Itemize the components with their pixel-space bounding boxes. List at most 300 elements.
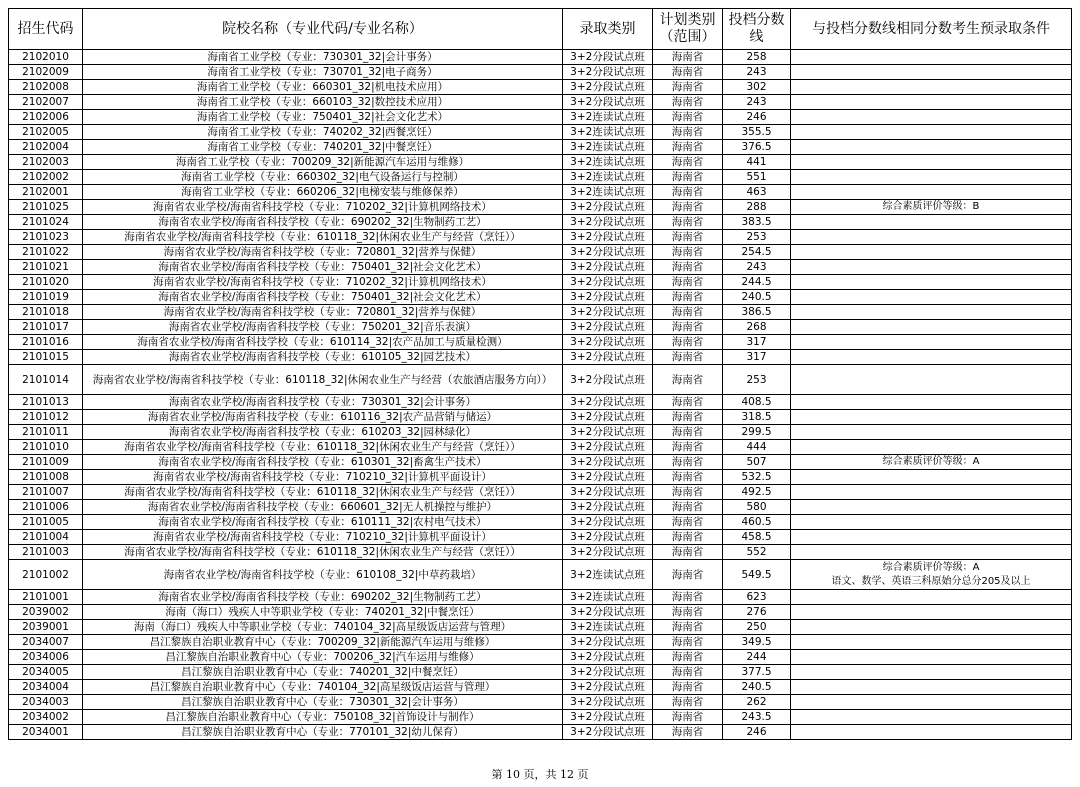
cell-school: 昌江黎族自治职业教育中心（专业：730301_32|会计事务）	[83, 695, 563, 710]
cell-plan: 海南省	[653, 365, 723, 395]
header-school: 院校名称（专业代码/专业名称）	[83, 9, 563, 50]
cell-category: 3+2分段试点班	[563, 665, 653, 680]
cell-code: 2101015	[9, 350, 83, 365]
cell-category: 3+2分段试点班	[563, 545, 653, 560]
cell-school: 海南省农业学校/海南省科技学校（专业：710202_32|计算机网络技术）	[83, 275, 563, 290]
cell-code: 2101018	[9, 305, 83, 320]
cell-condition	[791, 65, 1072, 80]
cell-condition	[791, 440, 1072, 455]
cell-condition	[791, 170, 1072, 185]
cell-plan: 海南省	[653, 260, 723, 275]
cell-score: 458.5	[723, 530, 791, 545]
cell-code: 2101017	[9, 320, 83, 335]
cell-school: 海南省农业学校/海南省科技学校（专业：750201_32|音乐表演）	[83, 320, 563, 335]
table-row	[9, 215, 1072, 230]
cell-plan: 海南省	[653, 185, 723, 200]
cell-category: 3+2分段试点班	[563, 65, 653, 80]
table-row	[9, 395, 1072, 410]
page-footer: 第 10 页，共 12 页	[491, 768, 589, 781]
cell-plan: 海南省	[653, 80, 723, 95]
cell-condition	[791, 485, 1072, 500]
table-row	[9, 500, 1072, 515]
cell-code: 2101012	[9, 410, 83, 425]
cell-school: 海南省农业学校/海南省科技学校（专业：750401_32|社会文化艺术）	[83, 290, 563, 305]
cell-code: 2101005	[9, 515, 83, 530]
cell-school: 海南省工业学校（专业：660103_32|数控技术应用）	[83, 95, 563, 110]
cell-condition	[791, 95, 1072, 110]
cell-score: 276	[723, 605, 791, 620]
cell-plan: 海南省	[653, 440, 723, 455]
cell-condition	[791, 275, 1072, 290]
cell-plan: 海南省	[653, 605, 723, 620]
cell-code: 2101016	[9, 335, 83, 350]
cell-plan: 海南省	[653, 470, 723, 485]
cell-code: 2101008	[9, 470, 83, 485]
table-row	[9, 530, 1072, 545]
cell-code: 2101001	[9, 590, 83, 605]
cell-plan: 海南省	[653, 635, 723, 650]
cell-school: 海南省农业学校/海南省科技学校（专业：730301_32|会计事务）	[83, 395, 563, 410]
cell-code: 2034001	[9, 725, 83, 740]
cell-school: 昌江黎族自治职业教育中心（专业：750108_32|首饰设计与制作）	[83, 710, 563, 725]
table-row	[9, 470, 1072, 485]
cell-code: 2101010	[9, 440, 83, 455]
cell-score: 253	[723, 230, 791, 245]
cell-code: 2102006	[9, 110, 83, 125]
cell-category: 3+2分段试点班	[563, 230, 653, 245]
cell-plan: 海南省	[653, 560, 723, 590]
cell-category: 3+2分段试点班	[563, 500, 653, 515]
cell-plan: 海南省	[653, 50, 723, 65]
cell-score: 246	[723, 725, 791, 740]
table-row	[9, 95, 1072, 110]
cell-score: 254.5	[723, 245, 791, 260]
cell-score: 492.5	[723, 485, 791, 500]
cell-school: 海南省农业学校/海南省科技学校（专业：610118_32|休闲农业生产与经营（烹饪））	[83, 545, 563, 560]
cell-plan: 海南省	[653, 155, 723, 170]
cell-category: 3+2分段试点班	[563, 215, 653, 230]
cell-code: 2101014	[9, 365, 83, 395]
cell-category: 3+2分段试点班	[563, 305, 653, 320]
table-row	[9, 590, 1072, 605]
cell-school: 海南省农业学校/海南省科技学校（专业：610111_32|农村电气技术）	[83, 515, 563, 530]
cell-category: 3+2分段试点班	[563, 455, 653, 470]
cell-condition	[791, 695, 1072, 710]
cell-school: 海南省农业学校/海南省科技学校（专业：710210_32|计算机平面设计）	[83, 530, 563, 545]
cell-category: 3+2分段试点班	[563, 245, 653, 260]
cell-code: 2101024	[9, 215, 83, 230]
cell-condition	[791, 230, 1072, 245]
cell-category: 3+2分段试点班	[563, 200, 653, 215]
cell-plan: 海南省	[653, 125, 723, 140]
cell-score: 318.5	[723, 410, 791, 425]
cell-score: 243	[723, 65, 791, 80]
cell-plan: 海南省	[653, 65, 723, 80]
cell-score: 507	[723, 455, 791, 470]
cell-score: 444	[723, 440, 791, 455]
cell-code: 2102002	[9, 170, 83, 185]
cell-code: 2034007	[9, 635, 83, 650]
table-row	[9, 485, 1072, 500]
header-plan: 计划类别（范围）	[653, 9, 723, 50]
table-row	[9, 230, 1072, 245]
table-row	[9, 185, 1072, 200]
cell-plan: 海南省	[653, 215, 723, 230]
table-row	[9, 650, 1072, 665]
table-body	[9, 50, 1072, 740]
cell-category: 3+2分段试点班	[563, 290, 653, 305]
cell-score: 243	[723, 95, 791, 110]
table-row	[9, 110, 1072, 125]
table-row	[9, 320, 1072, 335]
cell-category: 3+2分段试点班	[563, 50, 653, 65]
cell-code: 2101022	[9, 245, 83, 260]
cell-score: 376.5	[723, 140, 791, 155]
cell-code: 2101020	[9, 275, 83, 290]
cell-plan: 海南省	[653, 455, 723, 470]
table-row	[9, 680, 1072, 695]
cell-score: 244.5	[723, 275, 791, 290]
cell-school: 海南省工业学校（专业：700209_32|新能源汽车运用与维修）	[83, 155, 563, 170]
cell-code: 2034004	[9, 680, 83, 695]
cell-category: 3+2分段试点班	[563, 470, 653, 485]
cell-code: 2101007	[9, 485, 83, 500]
table-row	[9, 335, 1072, 350]
cell-code: 2101021	[9, 260, 83, 275]
cell-condition	[791, 605, 1072, 620]
cell-score: 243	[723, 260, 791, 275]
cell-category: 3+2连读试点班	[563, 170, 653, 185]
header-condition: 与投档分数线相同分数考生预录取条件	[791, 9, 1072, 50]
table-row	[9, 80, 1072, 95]
table-row	[9, 245, 1072, 260]
cell-school: 昌江黎族自治职业教育中心（专业：770101_32|幼儿保育）	[83, 725, 563, 740]
cell-school: 海南省农业学校/海南省科技学校（专业：610301_32|畜禽生产技术）	[83, 455, 563, 470]
cell-plan: 海南省	[653, 290, 723, 305]
cell-school: 海南（海口）残疾人中等职业学校（专业：740201_32|中餐烹饪）	[83, 605, 563, 620]
cell-plan: 海南省	[653, 395, 723, 410]
cell-score: 386.5	[723, 305, 791, 320]
table-row	[9, 365, 1072, 395]
cell-score: 623	[723, 590, 791, 605]
cell-plan: 海南省	[653, 410, 723, 425]
cell-condition	[791, 125, 1072, 140]
cell-plan: 海南省	[653, 500, 723, 515]
cell-school: 海南省工业学校（专业：730301_32|会计事务）	[83, 50, 563, 65]
cell-condition	[791, 320, 1072, 335]
cell-category: 3+2分段试点班	[563, 395, 653, 410]
cell-condition	[791, 545, 1072, 560]
header-score: 投档分数线	[723, 9, 791, 50]
cell-school: 海南省农业学校/海南省科技学校（专业：710202_32|计算机网络技术）	[83, 200, 563, 215]
cell-category: 3+2分段试点班	[563, 410, 653, 425]
cell-category: 3+2分段试点班	[563, 725, 653, 740]
cell-code: 2102001	[9, 185, 83, 200]
cell-plan: 海南省	[653, 530, 723, 545]
cell-plan: 海南省	[653, 245, 723, 260]
table-row	[9, 545, 1072, 560]
cell-plan: 海南省	[653, 590, 723, 605]
cell-school: 昌江黎族自治职业教育中心（专业：740104_32|高星级饭店运营与管理）	[83, 680, 563, 695]
cell-plan: 海南省	[653, 95, 723, 110]
table-row	[9, 50, 1072, 65]
cell-code: 2102007	[9, 95, 83, 110]
cell-school: 海南省工业学校（专业：660301_32|机电技术应用）	[83, 80, 563, 95]
cell-plan: 海南省	[653, 665, 723, 680]
cell-code: 2102005	[9, 125, 83, 140]
cell-score: 580	[723, 500, 791, 515]
cell-plan: 海南省	[653, 200, 723, 215]
cell-school: 海南省农业学校/海南省科技学校（专业：750401_32|社会文化艺术）	[83, 260, 563, 275]
table-row	[9, 620, 1072, 635]
cell-code: 2034005	[9, 665, 83, 680]
cell-category: 3+2分段试点班	[563, 80, 653, 95]
cell-score: 460.5	[723, 515, 791, 530]
cell-plan: 海南省	[653, 275, 723, 290]
cell-code: 2102003	[9, 155, 83, 170]
cell-score: 355.5	[723, 125, 791, 140]
cell-score: 246	[723, 110, 791, 125]
cell-school: 海南省农业学校/海南省科技学校（专业：610203_32|园林绿化）	[83, 425, 563, 440]
cell-school: 海南省农业学校/海南省科技学校（专业：720801_32|营养与保健）	[83, 245, 563, 260]
table-row	[9, 260, 1072, 275]
cell-category: 3+2分段试点班	[563, 275, 653, 290]
cell-category: 3+2连读试点班	[563, 620, 653, 635]
cell-score: 549.5	[723, 560, 791, 590]
cell-category: 3+2分段试点班	[563, 485, 653, 500]
cell-score: 288	[723, 200, 791, 215]
cell-plan: 海南省	[653, 140, 723, 155]
cell-school: 海南省工业学校（专业：740202_32|西餐烹饪）	[83, 125, 563, 140]
cell-code: 2101023	[9, 230, 83, 245]
cell-category: 3+2连读试点班	[563, 155, 653, 170]
cell-school: 海南省农业学校/海南省科技学校（专业：720801_32|营养与保健）	[83, 305, 563, 320]
cell-plan: 海南省	[653, 350, 723, 365]
cell-plan: 海南省	[653, 425, 723, 440]
cell-condition	[791, 635, 1072, 650]
cell-plan: 海南省	[653, 320, 723, 335]
cell-condition	[791, 350, 1072, 365]
cell-plan: 海南省	[653, 110, 723, 125]
cell-score: 349.5	[723, 635, 791, 650]
header-code: 招生代码	[9, 9, 83, 50]
cell-category: 3+2连读试点班	[563, 560, 653, 590]
cell-score: 262	[723, 695, 791, 710]
cell-condition	[791, 155, 1072, 170]
cell-category: 3+2分段试点班	[563, 440, 653, 455]
table-row	[9, 560, 1072, 590]
table-row	[9, 155, 1072, 170]
admission-table-sheet	[8, 8, 1071, 740]
cell-school: 海南省农业学校/海南省科技学校（专业：610118_32|休闲农业生产与经营（农旅酒店服务方向））	[83, 365, 563, 395]
cell-category: 3+2分段试点班	[563, 320, 653, 335]
cell-category: 3+2分段试点班	[563, 650, 653, 665]
cell-score: 250	[723, 620, 791, 635]
cell-condition	[791, 425, 1072, 440]
cell-condition	[791, 470, 1072, 485]
cell-plan: 海南省	[653, 485, 723, 500]
cell-category: 3+2分段试点班	[563, 95, 653, 110]
cell-plan: 海南省	[653, 305, 723, 320]
cell-category: 3+2分段试点班	[563, 365, 653, 395]
cell-category: 3+2连读试点班	[563, 185, 653, 200]
cell-code: 2101003	[9, 545, 83, 560]
cell-category: 3+2连读试点班	[563, 110, 653, 125]
cell-code: 2034002	[9, 710, 83, 725]
cell-school: 海南省工业学校（专业：750401_32|社会文化艺术）	[83, 110, 563, 125]
cell-condition: 综合素质评价等级：A 语文、数学、英语三科原始分总分205及以上	[791, 560, 1072, 590]
cell-score: 253	[723, 365, 791, 395]
cell-school: 海南省工业学校（专业：730701_32|电子商务）	[83, 65, 563, 80]
cell-score: 551	[723, 170, 791, 185]
cell-code: 2034006	[9, 650, 83, 665]
cell-plan: 海南省	[653, 545, 723, 560]
cell-condition	[791, 530, 1072, 545]
cell-score: 463	[723, 185, 791, 200]
cell-condition	[791, 140, 1072, 155]
cell-code: 2102009	[9, 65, 83, 80]
cell-category: 3+2分段试点班	[563, 635, 653, 650]
cell-school: 海南省农业学校/海南省科技学校（专业：690202_32|生物制药工艺）	[83, 590, 563, 605]
cell-plan: 海南省	[653, 650, 723, 665]
cell-plan: 海南省	[653, 680, 723, 695]
table-row	[9, 125, 1072, 140]
cell-condition	[791, 50, 1072, 65]
cell-condition	[791, 365, 1072, 395]
cell-school: 海南省农业学校/海南省科技学校（专业：610105_32|园艺技术）	[83, 350, 563, 365]
cell-school: 海南省农业学校/海南省科技学校（专业：610118_32|休闲农业生产与经营（烹饪））	[83, 230, 563, 245]
cell-condition	[791, 410, 1072, 425]
table-row	[9, 410, 1072, 425]
table-row	[9, 140, 1072, 155]
cell-code: 2102010	[9, 50, 83, 65]
cell-code: 2101019	[9, 290, 83, 305]
cell-condition	[791, 305, 1072, 320]
cell-school: 昌江黎族自治职业教育中心（专业：700209_32|新能源汽车运用与维修）	[83, 635, 563, 650]
cell-condition: 综合素质评价等级：A	[791, 455, 1072, 470]
cell-score: 383.5	[723, 215, 791, 230]
table-row	[9, 515, 1072, 530]
cell-plan: 海南省	[653, 725, 723, 740]
cell-plan: 海南省	[653, 515, 723, 530]
table-header-row	[9, 9, 1072, 50]
cell-score: 302	[723, 80, 791, 95]
cell-school: 海南省农业学校/海南省科技学校（专业：610114_32|农产品加工与质量检测）	[83, 335, 563, 350]
cell-category: 3+2分段试点班	[563, 530, 653, 545]
table-row	[9, 305, 1072, 320]
table-row	[9, 635, 1072, 650]
cell-code: 2101009	[9, 455, 83, 470]
cell-code: 2101025	[9, 200, 83, 215]
cell-condition	[791, 590, 1072, 605]
table-row	[9, 170, 1072, 185]
cell-condition	[791, 650, 1072, 665]
cell-category: 3+2分段试点班	[563, 695, 653, 710]
cell-condition	[791, 110, 1072, 125]
cell-school: 海南省农业学校/海南省科技学校（专业：610116_32|农产品营销与储运）	[83, 410, 563, 425]
table-row	[9, 350, 1072, 365]
cell-score: 317	[723, 335, 791, 350]
table-row	[9, 695, 1072, 710]
cell-condition	[791, 80, 1072, 95]
cell-category: 3+2分段试点班	[563, 605, 653, 620]
table-row	[9, 440, 1072, 455]
cell-condition	[791, 665, 1072, 680]
cell-school: 海南省农业学校/海南省科技学校（专业：690202_32|生物制药工艺）	[83, 215, 563, 230]
cell-score: 441	[723, 155, 791, 170]
cell-plan: 海南省	[653, 230, 723, 245]
cell-category: 3+2连读试点班	[563, 125, 653, 140]
cell-plan: 海南省	[653, 335, 723, 350]
cell-school: 昌江黎族自治职业教育中心（专业：740201_32|中餐烹饪）	[83, 665, 563, 680]
cell-condition: 综合素质评价等级：B	[791, 200, 1072, 215]
cell-plan: 海南省	[653, 620, 723, 635]
cell-category: 3+2连读试点班	[563, 140, 653, 155]
cell-code: 2101002	[9, 560, 83, 590]
admission-table	[8, 8, 1072, 740]
table-row	[9, 65, 1072, 80]
cell-score: 317	[723, 350, 791, 365]
cell-condition	[791, 620, 1072, 635]
cell-condition	[791, 185, 1072, 200]
cell-school: 海南省工业学校（专业：660206_32|电梯安装与维修保养）	[83, 185, 563, 200]
cell-condition	[791, 215, 1072, 230]
cell-code: 2101013	[9, 395, 83, 410]
cell-school: 海南省农业学校/海南省科技学校（专业：660601_32|无人机操控与维护）	[83, 500, 563, 515]
cell-code: 2101004	[9, 530, 83, 545]
cell-school: 海南省农业学校/海南省科技学校（专业：610108_32|中草药栽培）	[83, 560, 563, 590]
cell-score: 408.5	[723, 395, 791, 410]
cell-school: 海南省农业学校/海南省科技学校（专业：610118_32|休闲农业生产与经营（烹饪））	[83, 485, 563, 500]
cell-school: 海南省工业学校（专业：660302_32|电气设备运行与控制）	[83, 170, 563, 185]
cell-category: 3+2分段试点班	[563, 515, 653, 530]
cell-school: 海南省农业学校/海南省科技学校（专业：610118_32|休闲农业生产与经营（烹饪））	[83, 440, 563, 455]
cell-plan: 海南省	[653, 710, 723, 725]
cell-code: 2039001	[9, 620, 83, 635]
cell-score: 552	[723, 545, 791, 560]
cell-score: 243.5	[723, 710, 791, 725]
cell-condition	[791, 500, 1072, 515]
cell-score: 240.5	[723, 290, 791, 305]
cell-condition	[791, 290, 1072, 305]
cell-school: 海南（海口）残疾人中等职业学校（专业：740104_32|高星级饭店运营与管理）	[83, 620, 563, 635]
cell-condition	[791, 515, 1072, 530]
cell-condition	[791, 335, 1072, 350]
cell-score: 299.5	[723, 425, 791, 440]
cell-code: 2101011	[9, 425, 83, 440]
cell-score: 377.5	[723, 665, 791, 680]
table-row	[9, 665, 1072, 680]
cell-code: 2039002	[9, 605, 83, 620]
cell-category: 3+2分段试点班	[563, 680, 653, 695]
cell-condition	[791, 680, 1072, 695]
cell-condition	[791, 710, 1072, 725]
table-row	[9, 710, 1072, 725]
cell-school: 海南省工业学校（专业：740201_32|中餐烹饪）	[83, 140, 563, 155]
cell-category: 3+2分段试点班	[563, 425, 653, 440]
table-row	[9, 455, 1072, 470]
cell-score: 244	[723, 650, 791, 665]
cell-code: 2102008	[9, 80, 83, 95]
cell-category: 3+2分段试点班	[563, 350, 653, 365]
cell-condition	[791, 395, 1072, 410]
cell-school: 昌江黎族自治职业教育中心（专业：700206_32|汽车运用与维修）	[83, 650, 563, 665]
cell-plan: 海南省	[653, 695, 723, 710]
cell-score: 532.5	[723, 470, 791, 485]
table-row	[9, 605, 1072, 620]
cell-score: 240.5	[723, 680, 791, 695]
cell-plan: 海南省	[653, 170, 723, 185]
